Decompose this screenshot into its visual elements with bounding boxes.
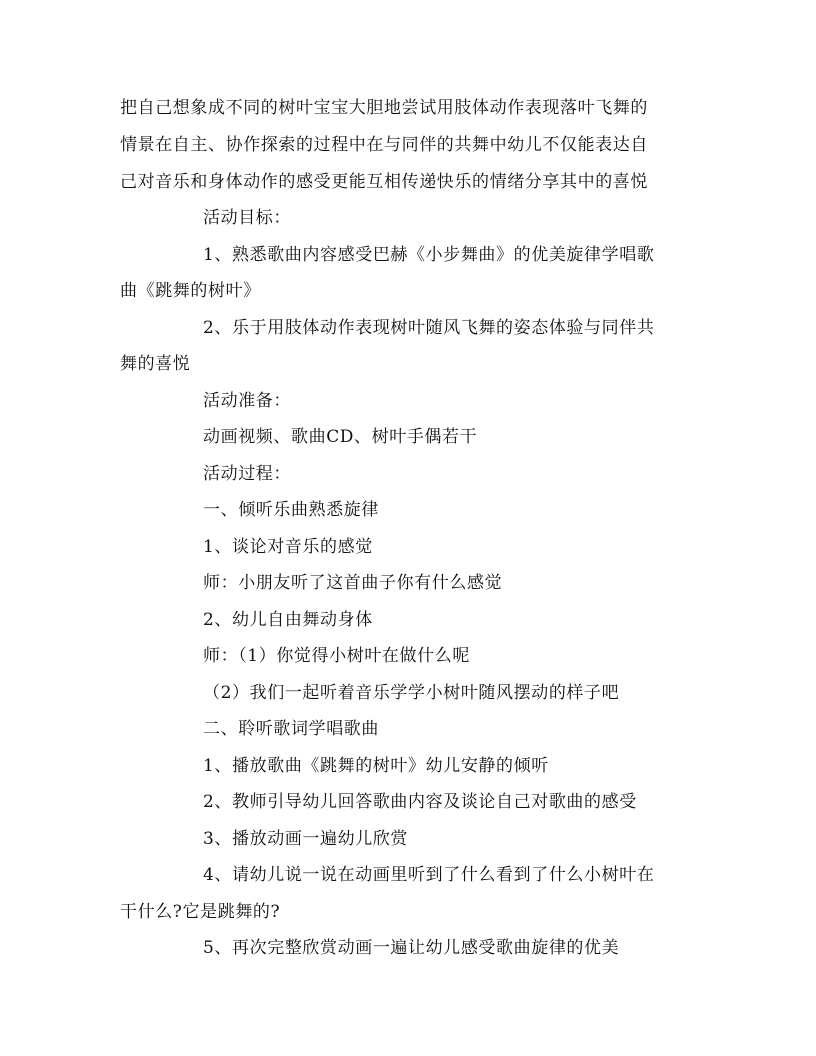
process-item: 1、谈论对音乐的感觉 [203,537,373,557]
process-item: 师：小朋友听了这首曲子你有什么感觉 [203,573,503,593]
process-item: 5、再次完整欣赏动画一遍让幼儿感受歌曲旋律的优美 [203,938,620,958]
process-item: 3、播放动画一遍幼儿欣赏 [203,829,409,849]
process-item: 2、教师引导幼儿回答歌曲内容及谈论自己对歌曲的感受 [203,792,637,812]
section-heading-process: 活动过程： [203,464,291,484]
paragraph-line: 把自己想象成不同的树叶宝宝大胆地尝试用肢体动作表现落叶飞舞的 [120,98,648,118]
preparation-text: 动画视频、歌曲CD、树叶手偶若干 [203,427,478,447]
process-item: 师：（1）你觉得小树叶在做什么呢 [203,646,470,666]
goal-item: 1、熟悉歌曲内容感受巴赫《小步舞曲》的优美旋律学唱歌 [203,245,655,265]
goal-item-continued: 曲《跳舞的树叶》 [120,281,261,301]
section-heading-goals: 活动目标： [203,208,291,228]
goal-item: 2、乐于用肢体动作表现树叶随风飞舞的姿态体验与同伴共 [203,318,655,338]
section-heading-preparation: 活动准备： [203,391,291,411]
process-step-heading: 二、聆听歌词学唱歌曲 [203,719,379,739]
goal-item-continued: 舞的喜悦 [120,354,191,374]
process-item: 4、请幼儿说一说在动画里听到了什么看到了什么小树叶在 [203,865,655,885]
process-item: 1、播放歌曲《跳舞的树叶》幼儿安静的倾听 [203,756,549,776]
paragraph-line: 己对音乐和身体动作的感受更能互相传递快乐的情绪分享其中的喜悦 [120,172,648,192]
process-item-continued: 干什么?它是跳舞的? [120,902,281,922]
process-step-heading: 一、倾听乐曲熟悉旋律 [203,500,379,520]
paragraph-line: 情景在自主、协作探索的过程中在与同伴的共舞中幼儿不仅能表达自 [120,135,648,155]
process-item: 2、幼儿自由舞动身体 [203,610,373,630]
process-item: （2）我们一起听着音乐学学小树叶随风摆动的样子吧 [203,683,620,703]
